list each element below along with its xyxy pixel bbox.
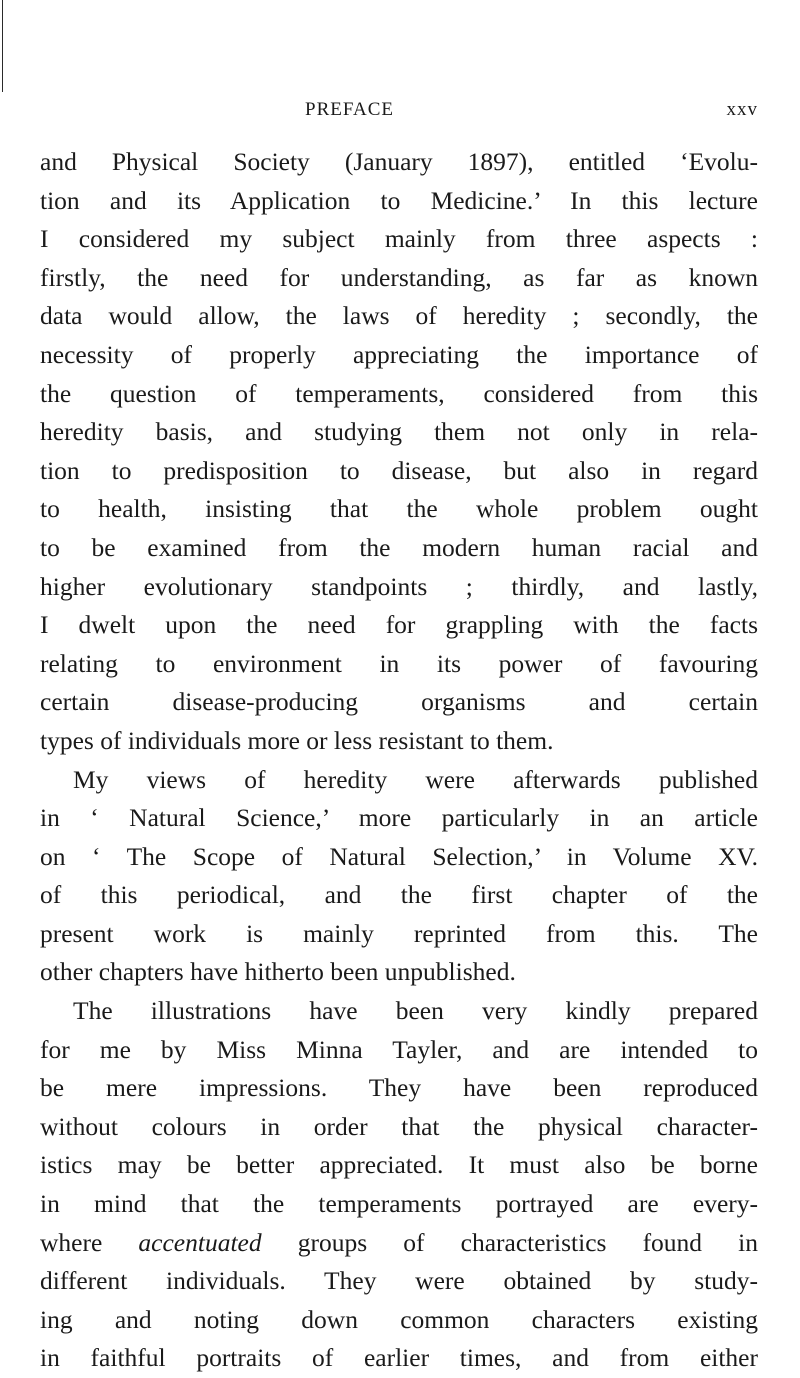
text-line: the question of temperaments, considered from this	[40, 378, 758, 408]
text-line: of this periodical, and the first chapter of the	[40, 880, 758, 910]
text-line: firstly, the need for understanding, as far as known	[40, 262, 758, 292]
text-line: certain disease-producing organisms and certain	[40, 687, 758, 717]
text-line: tion to predisposition to disease, but also in regard	[40, 455, 758, 485]
text-line: My views of heredity were afterwards published	[73, 764, 758, 794]
text-line: relating to environment in its power of favouring	[40, 648, 758, 678]
running-head-title: PREFACE	[305, 99, 395, 120]
italic-word: accentuated	[138, 1227, 262, 1257]
text-line: on ‘ The Scope of Natural Selection,’ in Volume XV.	[40, 841, 758, 871]
text-line: necessity of properly appreciating the importance of	[40, 339, 758, 369]
text-line: heredity basis, and studying them not only in rela-	[40, 417, 758, 447]
text-line: other chapters have hitherto been unpublished.	[40, 957, 516, 987]
body-text	[40, 143, 758, 1378]
text-line: in faithful portraits of earlier times, and from either	[40, 1343, 758, 1373]
text-line: for me by Miss Minna Tayler, and are intended to	[40, 1034, 758, 1064]
text-line: types of individuals more or less resistant to them.	[40, 725, 554, 755]
text-line: in mind that the temperaments portrayed are every-	[40, 1189, 758, 1219]
page-number: xxv	[726, 99, 758, 120]
text-line: I dwelt upon the need for grappling with the facts	[40, 610, 758, 640]
text-line: different individuals. They were obtained by study-	[40, 1266, 758, 1296]
text-line: higher evolutionary standpoints ; thirdly, and lastly,	[40, 571, 758, 601]
text-line: and Physical Society (January 1897), entitled ‘Evolu-	[40, 147, 758, 176]
page-edge-rule	[2, 0, 3, 92]
text-line: istics may be better appreciated. It must also be borne	[40, 1150, 758, 1180]
text-line: to be examined from the modern human racial and	[40, 532, 758, 562]
text-line: without colours in order that the physical character-	[40, 1111, 758, 1141]
text-segment: where	[40, 1227, 139, 1257]
text-line: present work is mainly reprinted from this. The	[40, 918, 758, 948]
text-line: tion and its Application to Medicine.’ In this lecture	[40, 185, 758, 215]
text-line: I considered my subject mainly from three aspects :	[40, 224, 758, 254]
text-line: ing and noting down common characters existing	[40, 1304, 758, 1334]
text-line	[40, 1224, 758, 1263]
text-line: data would allow, the laws of heredity ; secondly, the	[40, 301, 758, 331]
running-head	[40, 99, 758, 127]
text-line: be mere impressions. They have been reproduced	[40, 1073, 758, 1103]
text-line: The illustrations have been very kindly prepared	[73, 996, 758, 1026]
text-segment: groups of characteristics found in	[261, 1227, 759, 1257]
text-line: to health, insisting that the whole problem ought	[40, 494, 758, 524]
text-line: in ‘ Natural Science,’ more particularly in an article	[40, 803, 758, 833]
